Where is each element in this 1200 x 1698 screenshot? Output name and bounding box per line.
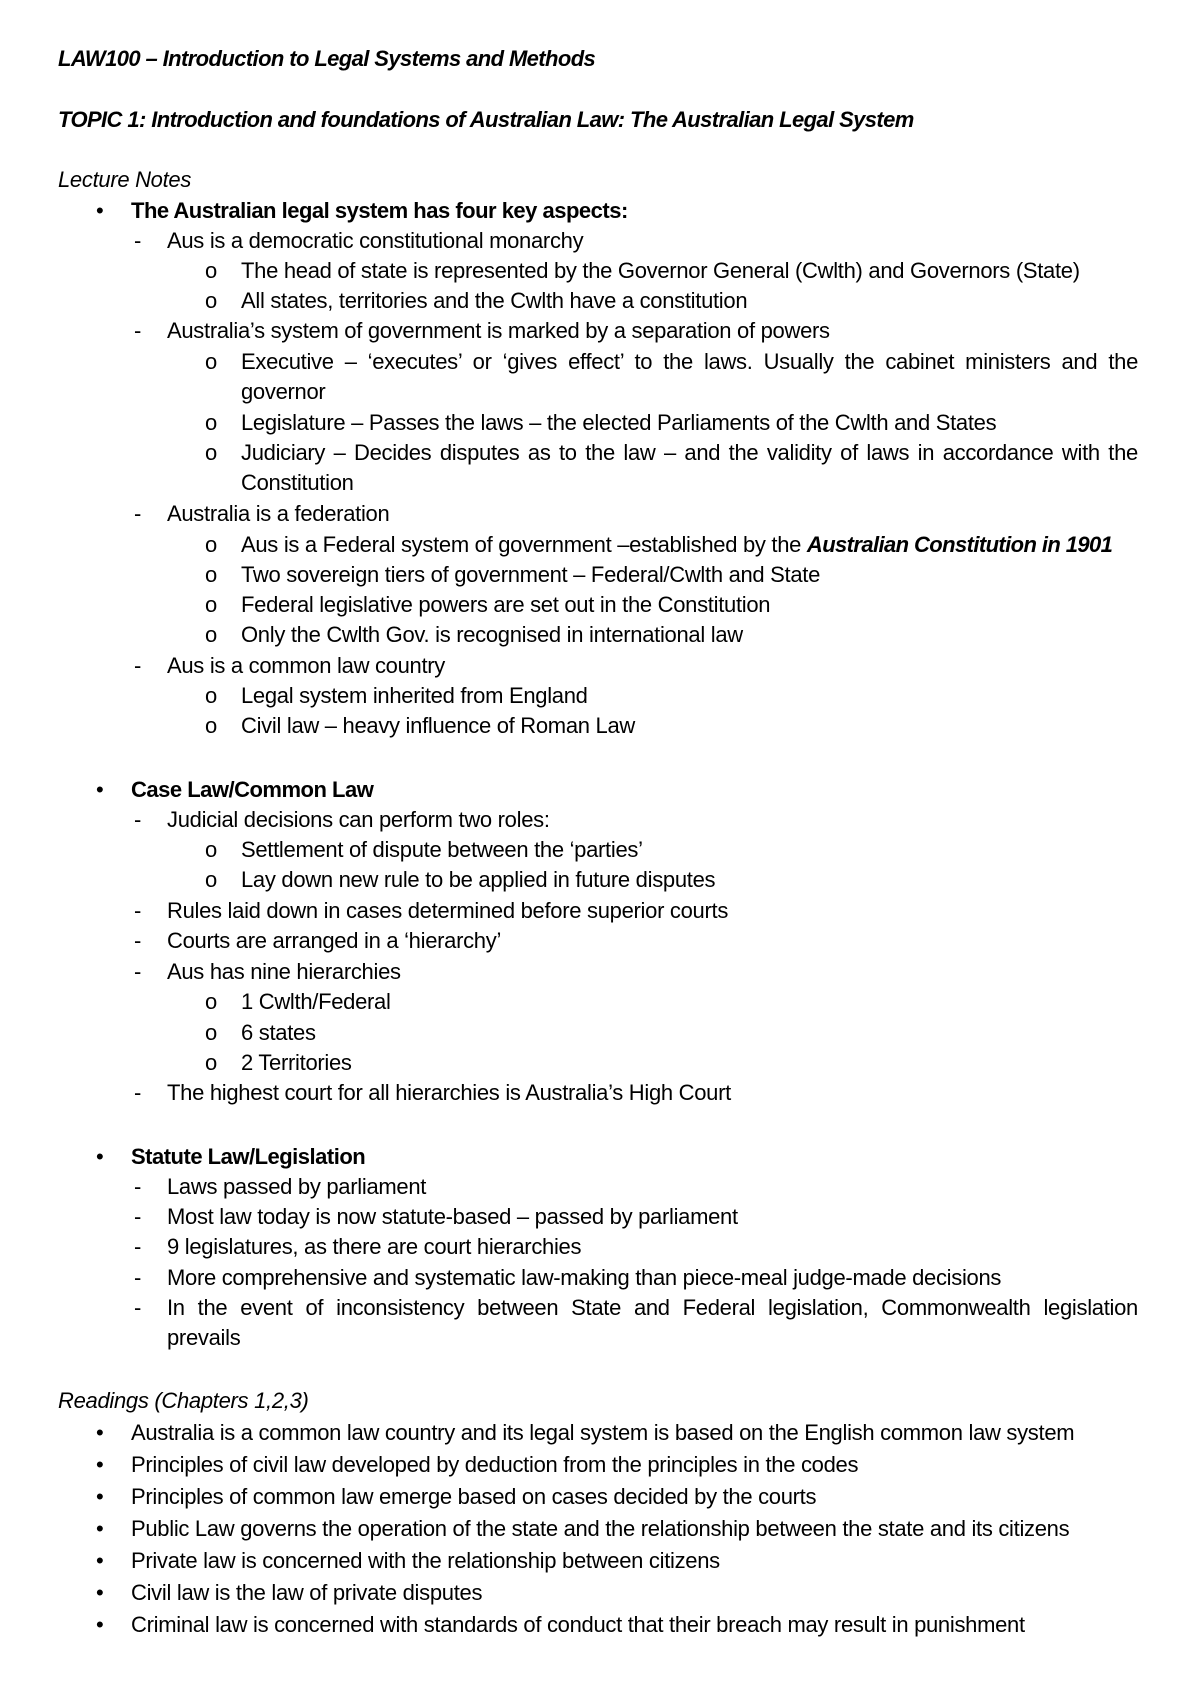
section-heading-statute-law: Statute Law/Legislation xyxy=(131,1144,366,1169)
circle-marker: o xyxy=(205,288,218,313)
circle-marker: o xyxy=(205,410,218,435)
circle-marker: o xyxy=(205,532,218,557)
circle-marker: o xyxy=(205,1020,218,1045)
list-item: Two sovereign tiers of government – Federal/Cwlth and State xyxy=(241,562,821,587)
circle-marker: o xyxy=(205,562,218,587)
bullet-marker: • xyxy=(96,1548,104,1573)
dash-marker: - xyxy=(134,318,142,343)
dash-marker: - xyxy=(134,501,142,526)
bullet-marker: • xyxy=(96,1516,104,1541)
document-title: LAW100 – Introduction to Legal Systems and Methods xyxy=(58,46,596,71)
circle-marker: o xyxy=(205,1050,218,1075)
bullet-marker: • xyxy=(96,1612,104,1637)
dash-marker: - xyxy=(134,1204,142,1229)
list-item: Most law today is now statute-based – passed by parliament xyxy=(167,1204,738,1229)
list-item: Settlement of dispute between the ‘parties’ xyxy=(241,837,643,862)
dash-marker: - xyxy=(134,1265,142,1290)
bullet-marker: • xyxy=(96,1420,104,1445)
list-item: All states, territories and the Cwlth have a constitution xyxy=(241,288,748,313)
reading-item: Criminal law is concerned with standards of conduct that their breach may result in punishment xyxy=(131,1612,1025,1637)
list-item: The highest court for all hierarchies is Australia’s High Court xyxy=(167,1080,731,1105)
list-item-continuation: prevails xyxy=(167,1325,241,1350)
bullet-marker: • xyxy=(96,1144,104,1169)
list-item: Judicial decisions can perform two roles: xyxy=(167,807,550,832)
circle-marker: o xyxy=(205,440,218,465)
reading-item: Civil law is the law of private disputes xyxy=(131,1580,483,1605)
reading-item: Public Law governs the operation of the state and the relationship between the state and its citizens xyxy=(131,1516,1070,1541)
list-item: Legal system inherited from England xyxy=(241,683,588,708)
constitution-emphasis: Australian Constitution in 1901 xyxy=(806,532,1113,557)
circle-marker: o xyxy=(205,683,218,708)
section-heading-key-aspects: The Australian legal system has four key aspects: xyxy=(131,198,628,223)
circle-marker: o xyxy=(205,349,218,374)
list-item: Australia’s system of government is marked by a separation of powers xyxy=(167,318,830,343)
list-item: Federal legislative powers are set out in the Constitution xyxy=(241,592,771,617)
circle-marker: o xyxy=(205,258,218,283)
dash-marker: - xyxy=(134,928,142,953)
list-item: 9 legislatures, as there are court hierarchies xyxy=(167,1234,582,1259)
list-item: 2 Territories xyxy=(241,1050,352,1075)
readings-heading: Readings (Chapters 1,2,3) xyxy=(58,1388,309,1413)
dash-marker: - xyxy=(134,1080,142,1105)
list-item: Laws passed by parliament xyxy=(167,1174,427,1199)
list-item: Aus has nine hierarchies xyxy=(167,959,401,984)
circle-marker: o xyxy=(205,622,218,647)
circle-marker: o xyxy=(205,592,218,617)
list-item-text: Aus is a Federal system of government –established by the xyxy=(241,532,807,557)
reading-item: Principles of civil law developed by deduction from the principles in the codes xyxy=(131,1452,859,1477)
bullet-marker: • xyxy=(96,777,104,802)
list-item: 6 states xyxy=(241,1020,316,1045)
list-item: Aus is a democratic constitutional monarchy xyxy=(167,228,584,253)
list-item-continuation: Constitution xyxy=(241,470,354,495)
lecture-notes-heading: Lecture Notes xyxy=(58,167,192,192)
list-item: Australia is a federation xyxy=(167,501,390,526)
bullet-marker: • xyxy=(96,1580,104,1605)
reading-item: Australia is a common law country and its legal system is based on the English common law system xyxy=(131,1420,1075,1445)
list-item: 1 Cwlth/Federal xyxy=(241,989,391,1014)
list-item: The head of state is represented by the Governor General (Cwlth) and Governors (State) xyxy=(241,258,1080,283)
dash-marker: - xyxy=(134,807,142,832)
list-item-continuation: governor xyxy=(241,379,326,404)
list-item: Courts are arranged in a ‘hierarchy’ xyxy=(167,928,502,953)
list-item: Lay down new rule to be applied in future disputes xyxy=(241,867,716,892)
dash-marker: - xyxy=(134,228,142,253)
section-heading-case-law: Case Law/Common Law xyxy=(131,777,374,802)
list-item: Only the Cwlth Gov. is recognised in international law xyxy=(241,622,743,647)
bullet-marker: • xyxy=(96,198,104,223)
list-item: Civil law – heavy influence of Roman Law xyxy=(241,713,635,738)
circle-marker: o xyxy=(205,989,218,1014)
list-item: Executive – ‘executes’ or ‘gives effect’ to the laws. Usually the cabinet ministers and the xyxy=(241,349,1138,374)
list-item: Judiciary – Decides disputes as to the law – and the validity of laws in accordance with the xyxy=(241,440,1138,465)
dash-marker: - xyxy=(134,898,142,923)
list-item: Aus is a common law country xyxy=(167,653,446,678)
circle-marker: o xyxy=(205,713,218,738)
circle-marker: o xyxy=(205,867,218,892)
reading-item: Principles of common law emerge based on cases decided by the courts xyxy=(131,1484,817,1509)
bullet-marker: • xyxy=(96,1452,104,1477)
list-item: In the event of inconsistency between State and Federal legislation, Commonwealth legislation xyxy=(167,1295,1138,1320)
dash-marker: - xyxy=(134,1174,142,1199)
list-item: Legislature – Passes the laws – the elected Parliaments of the Cwlth and States xyxy=(241,410,997,435)
topic-title: TOPIC 1: Introduction and foundations of Australian Law: The Australian Legal System xyxy=(58,107,914,132)
list-item xyxy=(241,530,1112,560)
list-item: Rules laid down in cases determined before superior courts xyxy=(167,898,729,923)
bullet-marker: • xyxy=(96,1484,104,1509)
list-item: More comprehensive and systematic law-making than piece-meal judge-made decisions xyxy=(167,1265,1002,1290)
reading-item: Private law is concerned with the relationship between citizens xyxy=(131,1548,720,1573)
dash-marker: - xyxy=(134,959,142,984)
dash-marker: - xyxy=(134,1295,142,1320)
circle-marker: o xyxy=(205,837,218,862)
dash-marker: - xyxy=(134,653,142,678)
dash-marker: - xyxy=(134,1234,142,1259)
